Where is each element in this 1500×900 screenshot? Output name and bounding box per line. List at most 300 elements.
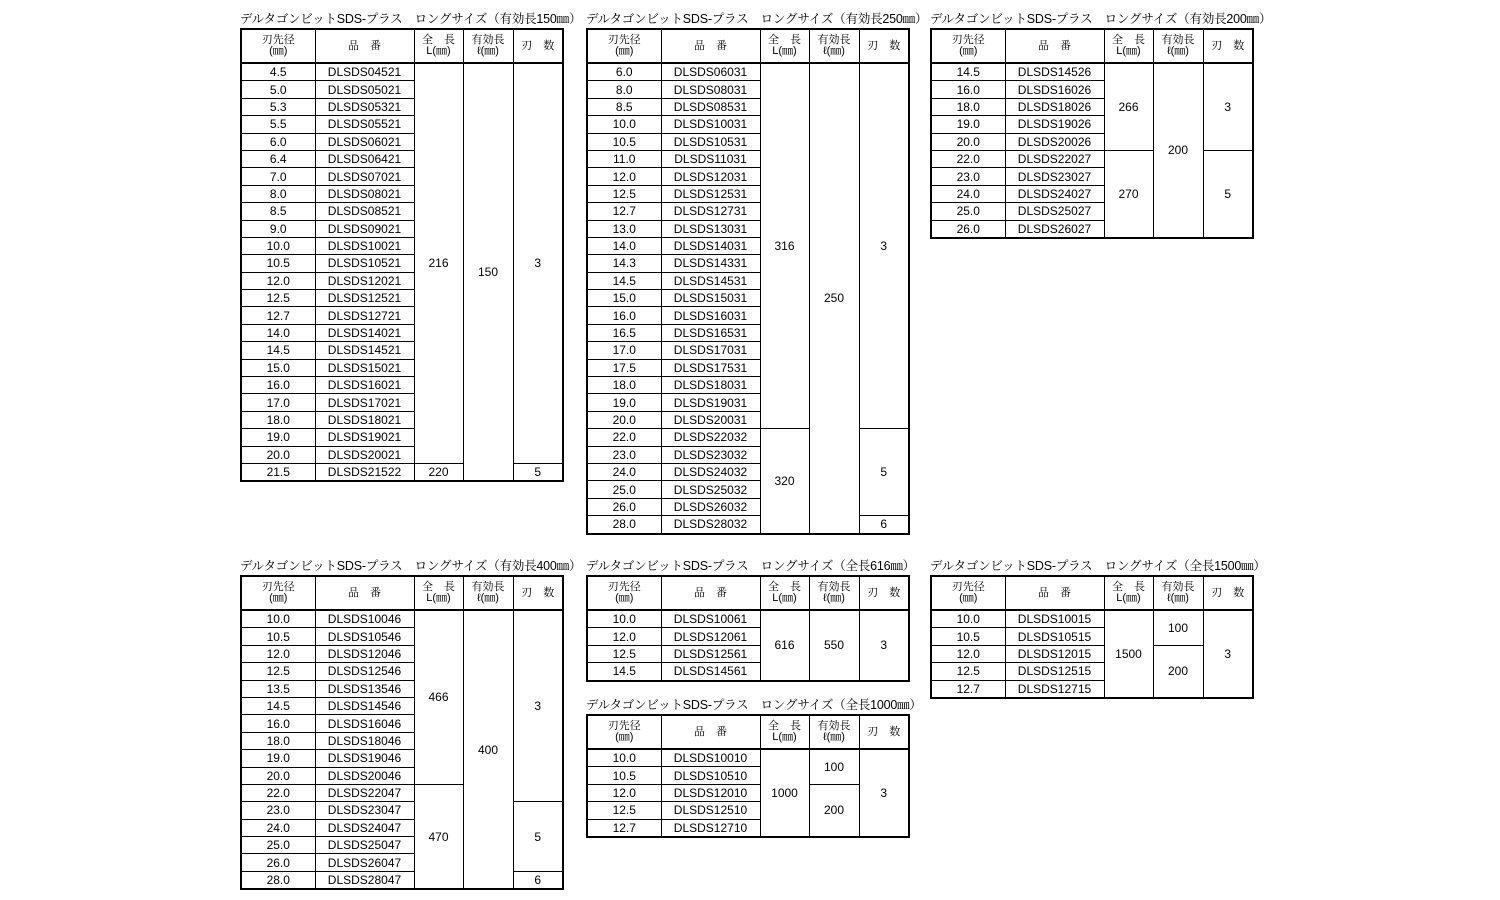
header-effective-length-line1: 有効長	[1161, 581, 1195, 593]
total-length-cell: 470	[414, 784, 463, 889]
part-number-cell: DLSDS04521	[315, 63, 414, 81]
effective-length-cell: 200	[1153, 63, 1203, 238]
diameter-cell: 7.0	[241, 168, 315, 185]
header-total-length	[414, 29, 463, 63]
table-row	[931, 610, 1253, 628]
header-total-length-line1: 全 長	[1112, 581, 1145, 593]
flutes-cell: 5	[513, 463, 563, 481]
effective-length-cell: 100	[1153, 610, 1203, 645]
part-number-cell: DLSDS22027	[1005, 150, 1104, 167]
diameter-cell: 16.0	[241, 715, 315, 732]
spec-table-250	[586, 12, 928, 535]
part-number-cell: DLSDS06031	[661, 63, 760, 81]
table-title: デルタゴンビットSDS-プラス ロングサイズ（全長616㎜）	[586, 559, 915, 573]
diameter-cell: 23.0	[931, 168, 1005, 185]
total-length-cell: 220	[414, 463, 463, 481]
header-total-length	[414, 576, 463, 610]
header-diameter-line1: 刃先径	[951, 34, 985, 46]
header-row	[931, 29, 1253, 63]
diameter-cell: 13.0	[587, 220, 661, 237]
header-total-length	[1104, 29, 1153, 63]
part-number-cell: DLSDS10021	[315, 237, 414, 254]
header-part-number	[661, 715, 760, 749]
part-number-cell: DLSDS20046	[315, 767, 414, 784]
header-effective-length-line1: 有効長	[471, 581, 505, 593]
part-number-cell: DLSDS10015	[1005, 610, 1104, 628]
part-number-cell: DLSDS24047	[315, 819, 414, 836]
part-number-cell: DLSDS12061	[661, 628, 760, 645]
part-number-cell: DLSDS18046	[315, 732, 414, 749]
header-diameter	[931, 29, 1005, 63]
header-diameter-line2: (㎜)	[269, 45, 288, 57]
diameter-cell: 15.0	[241, 359, 315, 376]
part-number-cell: DLSDS17021	[315, 394, 414, 411]
header-part-number	[1005, 576, 1104, 610]
part-number-cell: DLSDS09021	[315, 220, 414, 237]
header-effective-length-line2: ℓ(㎜)	[823, 45, 845, 57]
part-number-cell: DLSDS20021	[315, 446, 414, 463]
diameter-cell: 28.0	[587, 516, 661, 534]
part-number-cell: DLSDS20026	[1005, 133, 1104, 150]
flutes-cell: 3	[1203, 610, 1253, 698]
part-number-cell: DLSDS10521	[315, 255, 414, 272]
diameter-cell: 14.5	[241, 342, 315, 359]
part-number-cell: DLSDS15031	[661, 290, 760, 307]
flutes-cell: 5	[859, 429, 909, 516]
header-flutes	[859, 29, 909, 63]
header-effective-length	[809, 715, 859, 749]
total-length-cell: 216	[414, 63, 463, 463]
diameter-cell: 15.0	[587, 290, 661, 307]
header-diameter	[587, 576, 661, 610]
header-effective-length-line2: ℓ(㎜)	[1167, 592, 1189, 604]
header-diameter-line2: (㎜)	[615, 592, 634, 604]
part-number-cell: DLSDS18026	[1005, 98, 1104, 115]
part-number-cell: DLSDS05521	[315, 116, 414, 133]
diameter-cell: 20.0	[241, 446, 315, 463]
header-total-length-line1: 全 長	[768, 720, 801, 732]
diameter-cell: 12.5	[241, 663, 315, 680]
diameter-cell: 12.5	[931, 663, 1005, 680]
header-effective-length-line1: 有効長	[817, 581, 851, 593]
diameter-cell: 24.0	[241, 819, 315, 836]
header-diameter-line1: 刃先径	[261, 581, 295, 593]
part-number-cell: DLSDS14021	[315, 324, 414, 341]
table-title: デルタゴンビットSDS-プラス ロングサイズ（全長1500㎜）	[930, 559, 1266, 573]
diameter-cell: 14.0	[241, 324, 315, 341]
diameter-cell: 10.5	[587, 767, 661, 784]
diameter-cell: 10.0	[241, 610, 315, 628]
part-number-cell: DLSDS12031	[661, 168, 760, 185]
spec-table-1500	[930, 559, 1266, 699]
header-flutes-line1: 刃 数	[521, 39, 555, 52]
header-diameter-line2: (㎜)	[959, 592, 978, 604]
header-effective-length-line1: 有効長	[817, 720, 851, 732]
header-effective-length	[809, 29, 859, 63]
diameter-cell: 26.0	[587, 498, 661, 515]
part-number-cell: DLSDS14031	[661, 237, 760, 254]
diameter-cell: 28.0	[241, 871, 315, 889]
part-number-cell: DLSDS13031	[661, 220, 760, 237]
part-number-cell: DLSDS12021	[315, 272, 414, 289]
diameter-cell: 20.0	[587, 411, 661, 428]
diameter-cell: 12.0	[587, 168, 661, 185]
header-row	[241, 29, 563, 63]
part-number-cell: DLSDS28047	[315, 871, 414, 889]
table-title: デルタゴンビットSDS-プラス ロングサイズ（有効長250㎜）	[586, 12, 928, 26]
diameter-cell: 5.5	[241, 116, 315, 133]
header-part-number-line1: 品 番	[1038, 586, 1071, 599]
diameter-cell: 14.5	[931, 63, 1005, 81]
part-number-cell: DLSDS10515	[1005, 628, 1104, 645]
table-title: デルタゴンビットSDS-プラス ロングサイズ（有効長150㎜）	[240, 12, 582, 26]
total-length-cell: 466	[414, 610, 463, 784]
part-number-cell: DLSDS16026	[1005, 81, 1104, 98]
header-part-number	[1005, 29, 1104, 63]
table-row	[587, 749, 909, 767]
part-number-cell: DLSDS14531	[661, 272, 760, 289]
header-row	[587, 576, 909, 610]
part-number-cell: DLSDS12521	[315, 290, 414, 307]
header-part-number-line1: 品 番	[348, 39, 381, 52]
part-number-cell: DLSDS15021	[315, 359, 414, 376]
part-number-cell: DLSDS25027	[1005, 203, 1104, 220]
part-number-cell: DLSDS22047	[315, 784, 414, 801]
table-row	[241, 802, 563, 819]
part-number-cell: DLSDS26027	[1005, 220, 1104, 238]
header-flutes	[513, 29, 563, 63]
diameter-cell: 20.0	[241, 767, 315, 784]
header-row	[931, 576, 1253, 610]
header-diameter-line1: 刃先径	[607, 34, 641, 46]
header-row	[587, 715, 909, 749]
diameter-cell: 12.0	[241, 272, 315, 289]
header-diameter	[587, 715, 661, 749]
effective-length-cell: 200	[1153, 645, 1203, 698]
total-length-cell: 266	[1104, 63, 1153, 150]
part-number-cell: DLSDS14546	[315, 697, 414, 714]
part-number-cell: DLSDS28032	[661, 516, 760, 534]
total-length-cell: 1000	[760, 749, 809, 837]
effective-length-cell: 400	[463, 610, 513, 889]
spec-table	[586, 28, 910, 535]
header-flutes-line1: 刃 数	[521, 586, 555, 599]
diameter-cell: 8.5	[241, 203, 315, 220]
part-number-cell: DLSDS22032	[661, 429, 760, 446]
diameter-cell: 16.0	[587, 307, 661, 324]
table-row	[931, 63, 1253, 81]
part-number-cell: DLSDS10531	[661, 133, 760, 150]
flutes-cell: 3	[513, 610, 563, 802]
header-flutes	[1203, 576, 1253, 610]
header-effective-length	[809, 576, 859, 610]
total-length-cell: 1500	[1104, 610, 1153, 698]
diameter-cell: 19.0	[587, 394, 661, 411]
header-effective-length-line2: ℓ(㎜)	[823, 731, 845, 743]
header-diameter-line2: (㎜)	[959, 45, 978, 57]
diameter-cell: 19.0	[931, 116, 1005, 133]
diameter-cell: 22.0	[931, 150, 1005, 167]
header-total-length-line1: 全 長	[1112, 34, 1145, 46]
flutes-cell: 6	[513, 871, 563, 889]
table-row	[587, 610, 909, 628]
header-effective-length	[1153, 29, 1203, 63]
header-diameter-line1: 刃先径	[607, 581, 641, 593]
header-diameter-line1: 刃先径	[261, 34, 295, 46]
header-total-length-line1: 全 長	[422, 581, 455, 593]
diameter-cell: 9.0	[241, 220, 315, 237]
diameter-cell: 6.0	[241, 133, 315, 150]
flutes-cell: 3	[859, 749, 909, 837]
diameter-cell: 12.0	[587, 784, 661, 801]
spec-table	[240, 575, 564, 890]
flutes-cell: 6	[859, 516, 909, 534]
part-number-cell: DLSDS18021	[315, 411, 414, 428]
part-number-cell: DLSDS16021	[315, 377, 414, 394]
part-number-cell: DLSDS10061	[661, 610, 760, 628]
flutes-cell: 5	[1203, 150, 1253, 237]
diameter-cell: 12.5	[241, 290, 315, 307]
table-title: デルタゴンビットSDS-プラス ロングサイズ（有効長200㎜）	[930, 12, 1272, 26]
diameter-cell: 18.0	[241, 732, 315, 749]
part-number-cell: DLSDS25032	[661, 481, 760, 498]
part-number-cell: DLSDS23027	[1005, 168, 1104, 185]
table-row	[931, 150, 1253, 167]
diameter-cell: 12.5	[587, 802, 661, 819]
diameter-cell: 4.5	[241, 63, 315, 81]
table-row	[241, 463, 563, 481]
header-total-length	[760, 715, 809, 749]
diameter-cell: 22.0	[241, 784, 315, 801]
diameter-cell: 6.0	[587, 63, 661, 81]
diameter-cell: 18.0	[241, 411, 315, 428]
diameter-cell: 22.0	[587, 429, 661, 446]
diameter-cell: 12.7	[587, 819, 661, 837]
header-effective-length-line2: ℓ(㎜)	[823, 592, 845, 604]
diameter-cell: 12.5	[587, 185, 661, 202]
spec-table-200	[930, 12, 1272, 239]
part-number-cell: DLSDS10010	[661, 749, 760, 767]
diameter-cell: 14.0	[587, 237, 661, 254]
part-number-cell: DLSDS12046	[315, 645, 414, 662]
part-number-cell: DLSDS07021	[315, 168, 414, 185]
part-number-cell: DLSDS20031	[661, 411, 760, 428]
table-row	[241, 610, 563, 628]
table-row	[587, 429, 909, 446]
diameter-cell: 10.0	[587, 749, 661, 767]
part-number-cell: DLSDS05021	[315, 81, 414, 98]
flutes-cell: 3	[513, 63, 563, 463]
header-diameter	[931, 576, 1005, 610]
effective-length-cell: 550	[809, 610, 859, 681]
header-total-length-line2: L(㎜)	[772, 731, 797, 743]
part-number-cell: DLSDS17031	[661, 342, 760, 359]
part-number-cell: DLSDS12531	[661, 185, 760, 202]
header-flutes-line1: 刃 数	[867, 39, 901, 52]
part-number-cell: DLSDS06021	[315, 133, 414, 150]
header-total-length-line2: L(㎜)	[772, 45, 797, 57]
header-flutes	[1203, 29, 1253, 63]
diameter-cell: 8.0	[587, 81, 661, 98]
header-diameter-line2: (㎜)	[615, 731, 634, 743]
diameter-cell: 16.5	[587, 324, 661, 341]
diameter-cell: 5.0	[241, 81, 315, 98]
part-number-cell: DLSDS26032	[661, 498, 760, 515]
part-number-cell: DLSDS12731	[661, 203, 760, 220]
part-number-cell: DLSDS08021	[315, 185, 414, 202]
diameter-cell: 16.0	[241, 377, 315, 394]
diameter-cell: 8.0	[241, 185, 315, 202]
header-flutes	[513, 576, 563, 610]
table-row	[587, 63, 909, 81]
header-total-length-line2: L(㎜)	[1116, 45, 1141, 57]
diameter-cell: 26.0	[931, 220, 1005, 238]
diameter-cell: 18.0	[931, 98, 1005, 115]
diameter-cell: 10.5	[241, 628, 315, 645]
flutes-cell: 3	[859, 63, 909, 429]
table-title: デルタゴンビットSDS-プラス ロングサイズ（有効長400㎜）	[240, 559, 582, 573]
header-part-number	[315, 29, 414, 63]
part-number-cell: DLSDS12546	[315, 663, 414, 680]
header-flutes-line1: 刃 数	[867, 725, 901, 738]
diameter-cell: 19.0	[241, 429, 315, 446]
part-number-cell: DLSDS12715	[1005, 680, 1104, 698]
part-number-cell: DLSDS08521	[315, 203, 414, 220]
header-part-number	[661, 576, 760, 610]
diameter-cell: 12.7	[587, 203, 661, 220]
effective-length-cell: 150	[463, 63, 513, 481]
flutes-cell: 5	[513, 802, 563, 872]
spec-table	[240, 28, 564, 482]
part-number-cell: DLSDS12515	[1005, 663, 1104, 680]
header-diameter	[587, 29, 661, 63]
header-flutes-line1: 刃 数	[867, 586, 901, 599]
diameter-cell: 10.0	[587, 116, 661, 133]
diameter-cell: 25.0	[241, 837, 315, 854]
diameter-cell: 19.0	[241, 750, 315, 767]
part-number-cell: DLSDS14521	[315, 342, 414, 359]
header-total-length-line1: 全 長	[768, 581, 801, 593]
spec-table-150	[240, 12, 582, 482]
header-effective-length	[1153, 576, 1203, 610]
effective-length-cell: 100	[809, 749, 859, 784]
header-diameter-line1: 刃先径	[607, 720, 641, 732]
header-diameter	[241, 29, 315, 63]
header-total-length	[760, 576, 809, 610]
diameter-cell: 12.0	[931, 645, 1005, 662]
diameter-cell: 10.0	[587, 610, 661, 628]
diameter-cell: 10.5	[931, 628, 1005, 645]
header-total-length-line2: L(㎜)	[426, 45, 451, 57]
header-effective-length-line1: 有効長	[1161, 34, 1195, 46]
header-diameter-line1: 刃先径	[951, 581, 985, 593]
part-number-cell: DLSDS05321	[315, 98, 414, 115]
part-number-cell: DLSDS11031	[661, 150, 760, 167]
header-effective-length-line2: ℓ(㎜)	[1167, 45, 1189, 57]
header-total-length-line1: 全 長	[422, 34, 455, 46]
part-number-cell: DLSDS08031	[661, 81, 760, 98]
header-flutes	[859, 576, 909, 610]
diameter-cell: 18.0	[587, 377, 661, 394]
diameter-cell: 10.5	[587, 133, 661, 150]
flutes-cell: 3	[859, 610, 909, 681]
header-total-length-line1: 全 長	[768, 34, 801, 46]
diameter-cell: 14.5	[587, 272, 661, 289]
part-number-cell: DLSDS14526	[1005, 63, 1104, 81]
spec-table-400	[240, 559, 582, 890]
total-length-cell: 320	[760, 429, 809, 534]
diameter-cell: 8.5	[587, 98, 661, 115]
header-part-number-line1: 品 番	[694, 725, 727, 738]
diameter-cell: 16.0	[931, 81, 1005, 98]
part-number-cell: DLSDS16046	[315, 715, 414, 732]
diameter-cell: 25.0	[587, 481, 661, 498]
diameter-cell: 24.0	[587, 463, 661, 480]
part-number-cell: DLSDS21522	[315, 463, 414, 481]
diameter-cell: 12.7	[241, 307, 315, 324]
part-number-cell: DLSDS19021	[315, 429, 414, 446]
effective-length-cell: 250	[809, 63, 859, 534]
header-part-number	[661, 29, 760, 63]
part-number-cell: DLSDS14561	[661, 663, 760, 681]
header-effective-length-line1: 有効長	[817, 34, 851, 46]
diameter-cell: 12.7	[931, 680, 1005, 698]
part-number-cell: DLSDS06421	[315, 150, 414, 167]
header-total-length	[1104, 576, 1153, 610]
spec-table	[930, 28, 1254, 239]
header-effective-length-line2: ℓ(㎜)	[477, 592, 499, 604]
diameter-cell: 26.0	[241, 854, 315, 871]
header-row	[241, 576, 563, 610]
part-number-cell: DLSDS16531	[661, 324, 760, 341]
table-title: デルタゴンビットSDS-プラス ロングサイズ（全長1000㎜）	[586, 698, 922, 712]
diameter-cell: 13.5	[241, 680, 315, 697]
diameter-cell: 10.0	[931, 610, 1005, 628]
header-part-number-line1: 品 番	[694, 586, 727, 599]
table-row	[241, 871, 563, 889]
header-part-number-line1: 品 番	[694, 39, 727, 52]
header-effective-length-line1: 有効長	[471, 34, 505, 46]
part-number-cell: DLSDS13546	[315, 680, 414, 697]
header-diameter-line2: (㎜)	[615, 45, 634, 57]
table-row	[587, 516, 909, 534]
diameter-cell: 20.0	[931, 133, 1005, 150]
diameter-cell: 10.5	[241, 255, 315, 272]
part-number-cell: DLSDS14331	[661, 255, 760, 272]
diameter-cell: 23.0	[241, 802, 315, 819]
part-number-cell: DLSDS24027	[1005, 185, 1104, 202]
diameter-cell: 17.0	[241, 394, 315, 411]
part-number-cell: DLSDS12015	[1005, 645, 1104, 662]
header-effective-length-line2: ℓ(㎜)	[477, 45, 499, 57]
diameter-cell: 12.5	[587, 645, 661, 662]
part-number-cell: DLSDS19046	[315, 750, 414, 767]
part-number-cell: DLSDS23032	[661, 446, 760, 463]
part-number-cell: DLSDS25047	[315, 837, 414, 854]
part-number-cell: DLSDS17531	[661, 359, 760, 376]
part-number-cell: DLSDS23047	[315, 802, 414, 819]
part-number-cell: DLSDS18031	[661, 377, 760, 394]
header-part-number	[315, 576, 414, 610]
diameter-cell: 5.3	[241, 98, 315, 115]
total-length-cell: 316	[760, 63, 809, 429]
diameter-cell: 10.0	[241, 237, 315, 254]
header-flutes-line1: 刃 数	[1211, 586, 1245, 599]
diameter-cell: 23.0	[587, 446, 661, 463]
diameter-cell: 17.5	[587, 359, 661, 376]
header-total-length-line2: L(㎜)	[1116, 592, 1141, 604]
diameter-cell: 25.0	[931, 203, 1005, 220]
